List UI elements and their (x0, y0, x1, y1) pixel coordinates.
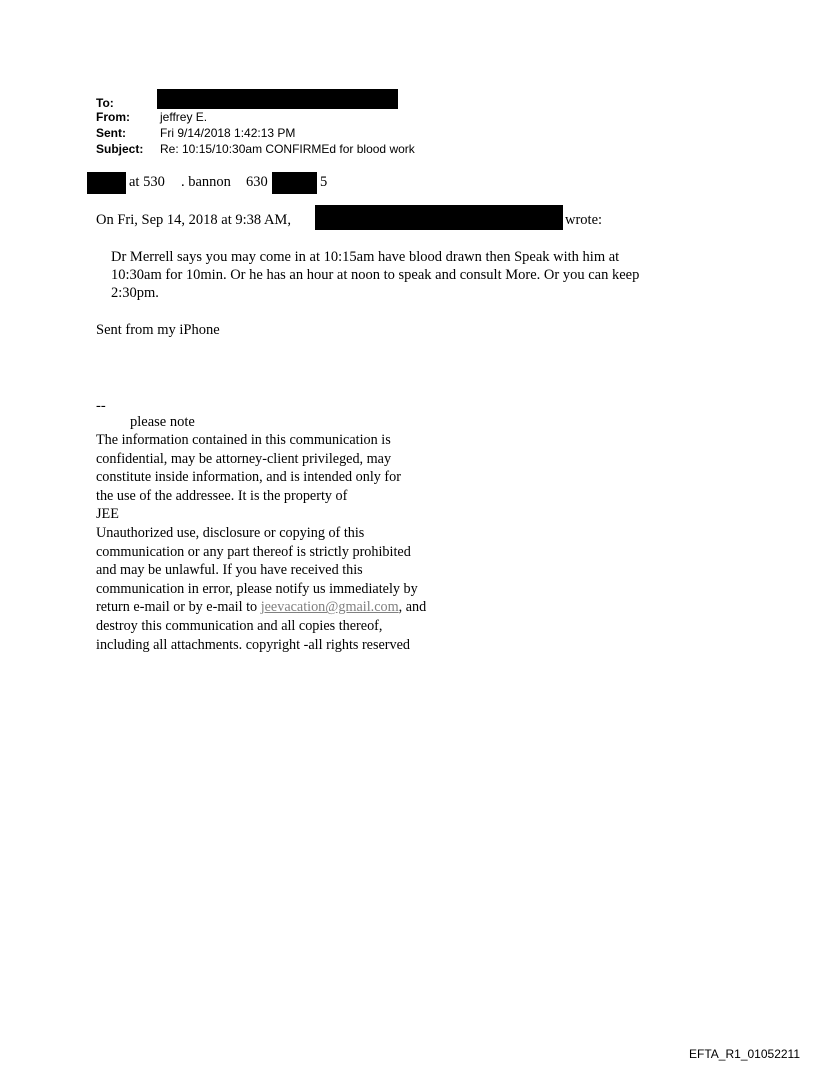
signature-dashes: -- (96, 398, 106, 414)
reply-text-4: 5 (320, 174, 328, 190)
from-value: jeffrey E. (160, 110, 208, 124)
sent-value: Fri 9/14/2018 1:42:13 PM (160, 126, 296, 140)
notice-line-4: the use of the addressee. It is the property of (96, 487, 348, 504)
email-suffix: , and (398, 599, 427, 616)
notice-line-8: and may be unlawful. If you have received this (96, 562, 363, 579)
redacted-reply-middle (272, 172, 317, 194)
reply-text-1: at 530 (129, 174, 165, 190)
reply-text-2: . bannon (181, 174, 231, 190)
notice-line-3: constitute inside information, and is intended only for (96, 469, 401, 486)
notice-line-11: destroy this communication and all copies thereof, (96, 617, 383, 634)
sent-from-line: Sent from my iPhone (96, 322, 220, 338)
please-note: please note (130, 414, 195, 430)
redacted-reply-start (87, 172, 126, 194)
quoted-line-2: 10:30am for 10min. Or he has an hour at noon to speak and consult More. Or you can keep (111, 267, 640, 283)
quoted-line-1: Dr Merrell says you may come in at 10:15am have blood drawn then Speak with him at (111, 249, 620, 265)
reply-text-3: 630 (246, 174, 268, 190)
quote-intro-suffix: wrote: (565, 212, 603, 228)
sent-label: Sent: (96, 126, 126, 140)
confidentiality-notice (96, 431, 426, 654)
email-prefix: return e-mail or by e-mail to (96, 599, 258, 616)
notice-line-9: communication in error, please notify us immediately by (96, 580, 418, 597)
email-link[interactable]: jeevacation@gmail.com (260, 599, 399, 616)
document-id: EFTA_R1_01052211 (689, 1047, 800, 1061)
to-label: To: (96, 96, 114, 110)
notice-line-7: communication or any part thereof is strictly prohibited (96, 543, 411, 560)
notice-line-5: JEE (96, 506, 119, 523)
redacted-to-recipient (157, 89, 398, 109)
subject-label: Subject: (96, 142, 144, 156)
notice-line-1: The information contained in this communication is (96, 432, 391, 448)
notice-email-line (96, 598, 426, 617)
quote-intro-prefix: On Fri, Sep 14, 2018 at 9:38 AM, (96, 212, 291, 228)
notice-line-6: Unauthorized use, disclosure or copying of this (96, 524, 365, 541)
redacted-quote-sender (315, 205, 563, 230)
notice-line-12: including all attachments. copyright -all rights reserved (96, 636, 411, 653)
subject-value: Re: 10:15/10:30am CONFIRMEd for blood work (160, 142, 415, 156)
quoted-line-3: 2:30pm. (111, 285, 159, 301)
from-label: From: (96, 110, 130, 124)
notice-line-2: confidential, may be attorney-client privileged, may (96, 450, 392, 467)
